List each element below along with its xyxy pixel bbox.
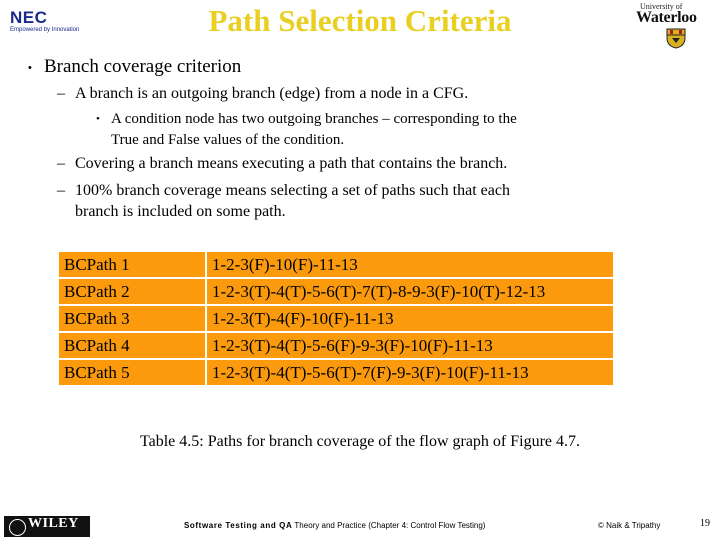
footer-authors: © Naik & Tripathy — [598, 521, 661, 530]
subsub-item-condition-node-line2: True and False values of the condition. — [111, 132, 345, 148]
footer-book-title — [184, 521, 485, 530]
path-name-cell: BCPath 4 — [58, 332, 206, 359]
subsub-item-condition-node-line1: A condition node has two outgoing branches – corresponding to the — [111, 111, 517, 127]
path-sequence-cell: 1-2-3(T)-4(T)-5-6(T)-7(F)-9-3(F)-10(F)-11-13 — [206, 359, 614, 386]
waterloo-logo-word: Waterloo — [636, 9, 697, 26]
slide-title: Path Selection Criteria — [208, 3, 512, 38]
crest-icon — [665, 27, 687, 49]
path-name-cell: BCPath 5 — [58, 359, 206, 386]
footer-book-title-bold: Software Testing and QA — [184, 521, 293, 530]
bullet-dot-icon: • — [28, 62, 32, 74]
wiley-emblem-icon — [9, 519, 26, 536]
dash-item-covering-branch: Covering a branch means executing a path that contains the branch. — [75, 155, 508, 172]
dash-marker: – — [57, 182, 65, 199]
table-caption: Table 4.5: Paths for branch coverage of the flow graph of Figure 4.7. — [139, 433, 581, 450]
table-row — [58, 332, 614, 359]
nec-logo-word: NEC — [10, 8, 48, 27]
footer-book-title-rest: Theory and Practice (Chapter 4: Control Flow Testing) — [294, 521, 486, 530]
dash-item-full-coverage-line2: branch is included on some path. — [75, 203, 286, 220]
wiley-logo-word: WILEY — [28, 516, 79, 531]
waterloo-logo-small: University of — [640, 2, 683, 11]
path-sequence-cell: 1-2-3(T)-4(T)-5-6(F)-9-3(F)-10(F)-11-13 — [206, 332, 614, 359]
table-row — [58, 278, 614, 305]
page-number: 19 — [700, 518, 710, 529]
dash-item-full-coverage-line1: 100% branch coverage means selecting a set of paths such that each — [75, 182, 510, 199]
branch-coverage-paths-table — [57, 250, 615, 387]
dash-marker: – — [57, 155, 65, 172]
wiley-logo — [4, 516, 90, 537]
dash-marker: – — [57, 85, 65, 102]
table-row — [58, 251, 614, 278]
dash-item-branch-definition: A branch is an outgoing branch (edge) from a node in a CFG. — [75, 85, 469, 102]
path-name-cell: BCPath 2 — [58, 278, 206, 305]
path-name-cell: BCPath 1 — [58, 251, 206, 278]
path-sequence-cell: 1-2-3(T)-4(F)-10(F)-11-13 — [206, 305, 614, 332]
bullet-branch-coverage: Branch coverage criterion — [44, 56, 242, 77]
waterloo-logo — [634, 2, 718, 48]
nec-logo-tagline: Empowered by Innovation — [10, 27, 80, 33]
path-name-cell: BCPath 3 — [58, 305, 206, 332]
bullet-dot-icon: • — [96, 113, 100, 125]
path-sequence-cell: 1-2-3(T)-4(T)-5-6(T)-7(T)-8-9-3(F)-10(T)-12-13 — [206, 278, 614, 305]
table-row — [58, 359, 614, 386]
table-row — [58, 305, 614, 332]
path-sequence-cell: 1-2-3(F)-10(F)-11-13 — [206, 251, 614, 278]
nec-logo — [10, 9, 100, 35]
